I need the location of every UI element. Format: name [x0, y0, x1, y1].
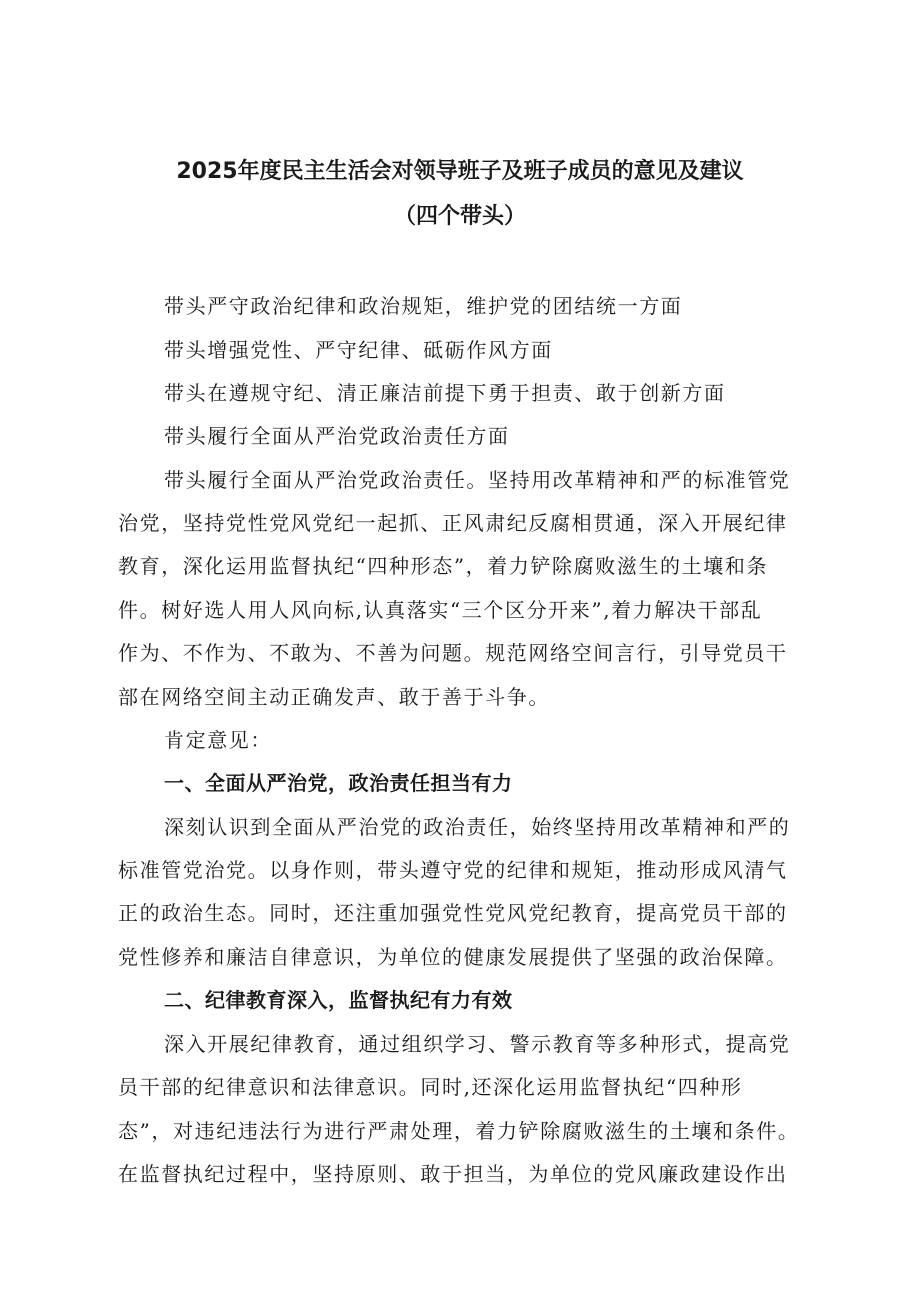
aspect-item: 带头履行全面从严治党政治责任方面 [164, 424, 510, 448]
paragraph-line: 件。树好选人用人风向标,认真落实“三个区分开来”,着力解决干部乱 [118, 598, 763, 622]
paragraph-line: 治党，坚持党性党风党纪一起抓、正风肃纪反腐相贯通，深入开展纪律 [118, 511, 788, 535]
paragraph-line: 正的政治生态。同时，还注重加强党性党风党纪教育，提高党员干部的 [118, 901, 788, 925]
paragraph-line: 态”，对违纪违法行为进行严肃处理，着力铲除腐败滋生的土壤和条件。 [118, 1119, 800, 1143]
positive-opinion-label: 肯定意见： [164, 728, 272, 752]
section-heading: 一、全面从严治党，政治责任担当有力 [164, 771, 513, 795]
section-heading: 二、纪律教育深入，监督执纪有力有效 [164, 988, 513, 1012]
paragraph-line: 带头履行全面从严治党政治责任。坚持用改革精神和严的标准管党 [164, 468, 791, 492]
aspect-item: 带头严守政治纪律和政治规矩，维护党的团结统一方面 [164, 294, 683, 318]
paragraph-line: 部在网络空间主动正确发声、敢于善于斗争。 [118, 685, 550, 709]
paragraph-line: 作为、不作为、不敢为、不善为问题。规范网络空间言行，引导党员干 [118, 641, 788, 665]
paragraph-line: 在监督执纪过程中，坚持原则、敢于担当，为单位的党风廉政建设作出 [118, 1162, 788, 1186]
document-title: 2025年度民主生活会对领导班子及班子成员的意见及建议 [176, 159, 744, 184]
aspect-item: 带头在遵规守纪、清正廉洁前提下勇于担责、敢于创新方面 [164, 381, 726, 405]
paragraph-line: 标准管党治党。以身作则，带头遵守党的纪律和规矩，推动形成风清气 [118, 858, 788, 882]
paragraph-line: 深刻认识到全面从严治党的政治责任，始终坚持用改革精神和严的 [164, 815, 791, 839]
paragraph-line: 教育，深化运用监督执纪“四种形态”，着力铲除腐败滋生的土壤和条 [118, 554, 769, 578]
paragraph-line: 员干部的纪律意识和法律意识。同时,还深化运用监督执纪“四种形 [118, 1075, 743, 1099]
paragraph-line: 深入开展纪律教育，通过组织学习、警示教育等多种形式，提高党 [164, 1032, 791, 1056]
aspect-item: 带头增强党性、严守纪律、砥砺作风方面 [164, 338, 553, 362]
document-subtitle: （四个带头） [393, 204, 526, 229]
paragraph-line: 党性修养和廉洁自律意识，为单位的健康发展提供了坚强的政治保障。 [118, 945, 788, 969]
